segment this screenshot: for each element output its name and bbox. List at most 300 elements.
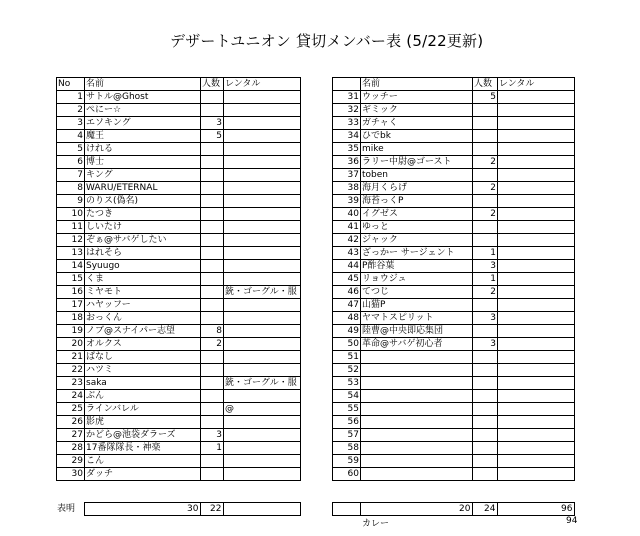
member-rental: [224, 416, 301, 429]
member-rental: [498, 416, 575, 429]
table-row: [57, 442, 575, 455]
page-title: デザートユニオン 貸切メンバー表 (5/22更新): [170, 32, 484, 50]
member-no: 2: [57, 104, 85, 117]
summary-grand-total: 96: [497, 503, 574, 516]
member-rental: [224, 429, 301, 442]
member-rental: [498, 182, 575, 195]
member-name: ゆっと: [361, 221, 473, 234]
member-count: [201, 403, 224, 416]
member-rental: [498, 286, 575, 299]
member-count: [201, 156, 224, 169]
member-no: 11: [57, 221, 85, 234]
member-name: 海苔っくP: [361, 195, 473, 208]
member-name: ひでbk: [361, 130, 473, 143]
spacer-cell: [301, 78, 333, 91]
member-name: 陸曹@中央即応集団: [361, 325, 473, 338]
member-name: キング: [85, 169, 201, 182]
summary-right-total: 20: [360, 503, 472, 516]
member-count: [201, 273, 224, 286]
member-name: のりス(偽名): [85, 195, 201, 208]
member-count: [473, 325, 498, 338]
table-row: [57, 156, 575, 169]
member-rental: [224, 442, 301, 455]
table-row: [57, 338, 575, 351]
member-no: 33: [333, 117, 361, 130]
table-row: [57, 208, 575, 221]
header-name: 名前: [85, 78, 201, 91]
member-rental: [224, 117, 301, 130]
member-rental: [498, 455, 575, 468]
member-count: 3: [473, 260, 498, 273]
member-name: Syuugo: [85, 260, 201, 273]
spacer-cell: [301, 260, 333, 273]
table-row: [57, 377, 575, 390]
member-rental: [224, 312, 301, 325]
table-row: [57, 169, 575, 182]
member-count: [473, 221, 498, 234]
member-name: [361, 468, 473, 481]
member-count: [201, 286, 224, 299]
member-count: 3: [201, 117, 224, 130]
spacer-cell: [301, 403, 333, 416]
member-name: ウッチー: [361, 91, 473, 104]
member-name: ラリー中尉@ゴースト: [361, 156, 473, 169]
table-row: [57, 403, 575, 416]
member-rental: [498, 130, 575, 143]
spacer-cell: [301, 286, 333, 299]
member-no: 52: [333, 364, 361, 377]
member-name: たつき: [85, 208, 201, 221]
member-rental: [498, 247, 575, 260]
member-rental: 銃・ゴーグル・服: [224, 377, 301, 390]
member-count: [201, 377, 224, 390]
member-name: [361, 403, 473, 416]
member-rental: [498, 195, 575, 208]
member-no: 5: [57, 143, 85, 156]
table-row: [57, 182, 575, 195]
table-row: [57, 117, 575, 130]
member-no: 3: [57, 117, 85, 130]
member-no: 42: [333, 234, 361, 247]
member-rental: [498, 403, 575, 416]
member-rental: [498, 364, 575, 377]
spacer-cell: [301, 312, 333, 325]
member-no: 49: [333, 325, 361, 338]
header-count-2: 人数: [473, 78, 498, 91]
member-name: 影虎: [85, 416, 201, 429]
spacer-cell: [301, 468, 333, 481]
member-count: [201, 351, 224, 364]
member-count: [201, 299, 224, 312]
member-no: 48: [333, 312, 361, 325]
spacer-cell: [301, 234, 333, 247]
member-rental: [498, 377, 575, 390]
member-no: 51: [333, 351, 361, 364]
member-rental: [224, 221, 301, 234]
member-count: 2: [473, 286, 498, 299]
summary-left-total: 30: [84, 503, 200, 516]
member-rental: [498, 429, 575, 442]
member-no: 35: [333, 143, 361, 156]
member-no: 15: [57, 273, 85, 286]
member-count: [473, 403, 498, 416]
member-name: ぺにー☆: [85, 104, 201, 117]
member-no: 26: [57, 416, 85, 429]
member-name: [361, 390, 473, 403]
member-no: 13: [57, 247, 85, 260]
member-name: [361, 455, 473, 468]
member-count: [201, 143, 224, 156]
spacer-cell: [301, 338, 333, 351]
member-rental: [224, 325, 301, 338]
member-count: [201, 312, 224, 325]
header-no-2: [333, 78, 361, 91]
member-count: 2: [201, 338, 224, 351]
spacer-cell: [301, 299, 333, 312]
member-rental: [498, 299, 575, 312]
spacer-cell: [301, 416, 333, 429]
member-no: 8: [57, 182, 85, 195]
member-count: [201, 221, 224, 234]
member-rental: [224, 299, 301, 312]
member-no: 22: [57, 364, 85, 377]
member-no: 24: [57, 390, 85, 403]
spacer-cell: [301, 156, 333, 169]
member-rental: [224, 234, 301, 247]
spacer-cell: [301, 117, 333, 130]
member-name: [361, 416, 473, 429]
member-name: オルクス: [85, 338, 201, 351]
table-row: [57, 91, 575, 104]
member-rental: [224, 104, 301, 117]
header-row: [57, 78, 575, 91]
table-row: [57, 260, 575, 273]
member-name: ノブ@スナイパー志望: [85, 325, 201, 338]
summary-row: [56, 502, 575, 516]
member-name: ダッチ: [85, 468, 201, 481]
member-rental: [498, 273, 575, 286]
spacer-cell: [301, 377, 333, 390]
member-count: [201, 260, 224, 273]
member-count: [201, 390, 224, 403]
member-no: 20: [57, 338, 85, 351]
table-row: [57, 234, 575, 247]
member-count: [201, 104, 224, 117]
member-rental: [224, 338, 301, 351]
member-name: こん: [85, 455, 201, 468]
member-rental: [498, 156, 575, 169]
member-name: toben: [361, 169, 473, 182]
member-rental: [498, 390, 575, 403]
member-rental: [224, 156, 301, 169]
member-no: 10: [57, 208, 85, 221]
member-no: 21: [57, 351, 85, 364]
member-name: かどら@池袋ダラーズ: [85, 429, 201, 442]
member-no: 56: [333, 416, 361, 429]
member-name: しいたけ: [85, 221, 201, 234]
member-name: ラインバレル: [85, 403, 201, 416]
member-count: [473, 169, 498, 182]
member-no: 18: [57, 312, 85, 325]
table-row: [57, 390, 575, 403]
member-count: [201, 169, 224, 182]
member-count: [473, 442, 498, 455]
member-rental: [498, 208, 575, 221]
member-rental: [498, 221, 575, 234]
member-count: [473, 468, 498, 481]
spacer-cell: [301, 442, 333, 455]
member-no: 9: [57, 195, 85, 208]
member-table: [56, 77, 575, 481]
member-no: 31: [333, 91, 361, 104]
table-row: [57, 299, 575, 312]
member-count: [201, 364, 224, 377]
member-rental: [224, 260, 301, 273]
member-count: 5: [473, 91, 498, 104]
member-count: [473, 416, 498, 429]
member-name: ぱなし: [85, 351, 201, 364]
summary-right-count: 24: [472, 503, 497, 516]
member-rental: [224, 247, 301, 260]
member-count: 1: [473, 247, 498, 260]
member-no: 16: [57, 286, 85, 299]
summary-left-count: 22: [200, 503, 223, 516]
table-row: [57, 221, 575, 234]
member-rental: [224, 390, 301, 403]
member-count: [473, 195, 498, 208]
member-count: 3: [473, 338, 498, 351]
member-rental: [498, 234, 575, 247]
member-no: 53: [333, 377, 361, 390]
member-rental: [224, 130, 301, 143]
member-rental: [224, 91, 301, 104]
table-row: [57, 273, 575, 286]
table-row: [57, 195, 575, 208]
member-no: 7: [57, 169, 85, 182]
member-count: [473, 429, 498, 442]
member-count: [473, 299, 498, 312]
spacer-cell: [301, 169, 333, 182]
member-no: 40: [333, 208, 361, 221]
member-name: リョウジュ: [361, 273, 473, 286]
member-rental: [498, 338, 575, 351]
member-no: 39: [333, 195, 361, 208]
member-name: 17番隊隊長・神楽: [85, 442, 201, 455]
member-count: 3: [201, 429, 224, 442]
member-no: 59: [333, 455, 361, 468]
member-no: 38: [333, 182, 361, 195]
member-name: ジャック: [361, 234, 473, 247]
member-name: ガチャく: [361, 117, 473, 130]
member-name: サトル@Ghost: [85, 91, 201, 104]
spacer-cell: [301, 130, 333, 143]
member-no: 36: [333, 156, 361, 169]
table-row: [57, 455, 575, 468]
member-no: 43: [333, 247, 361, 260]
member-no: 17: [57, 299, 85, 312]
member-name: ヤマトスピリット: [361, 312, 473, 325]
member-count: 5: [201, 130, 224, 143]
member-count: [473, 130, 498, 143]
table-row: [57, 130, 575, 143]
member-no: 57: [333, 429, 361, 442]
header-rental: レンタル: [224, 78, 301, 91]
member-rental: [498, 91, 575, 104]
table-row: [57, 104, 575, 117]
curry-value: 94: [566, 516, 578, 526]
member-no: 25: [57, 403, 85, 416]
member-count: 8: [201, 325, 224, 338]
member-rental: @: [224, 403, 301, 416]
header-name-2: 名前: [361, 78, 473, 91]
spacer-cell: [301, 390, 333, 403]
member-rental: [498, 442, 575, 455]
member-no: 34: [333, 130, 361, 143]
member-name: イグゼス: [361, 208, 473, 221]
member-name: saka: [85, 377, 201, 390]
member-name: ミヤモト: [85, 286, 201, 299]
spacer-cell: [301, 91, 333, 104]
member-name: 博士: [85, 156, 201, 169]
member-name: てつじ: [361, 286, 473, 299]
member-rental: [224, 169, 301, 182]
member-name: [361, 351, 473, 364]
member-no: 37: [333, 169, 361, 182]
spacer-cell: [301, 325, 333, 338]
member-name: [361, 442, 473, 455]
member-no: 14: [57, 260, 85, 273]
member-count: [201, 234, 224, 247]
member-count: [473, 143, 498, 156]
member-count: [201, 455, 224, 468]
member-count: [473, 234, 498, 247]
spacer-cell: [301, 455, 333, 468]
member-count: [473, 364, 498, 377]
spacer-cell: [301, 182, 333, 195]
member-name: ギミック: [361, 104, 473, 117]
spacer-cell: [301, 208, 333, 221]
member-name: 山猫P: [361, 299, 473, 312]
table-row: [57, 143, 575, 156]
member-no: 54: [333, 390, 361, 403]
member-name: [361, 364, 473, 377]
member-no: 46: [333, 286, 361, 299]
member-count: 1: [473, 273, 498, 286]
member-no: 58: [333, 442, 361, 455]
spacer-cell: [301, 195, 333, 208]
member-count: [473, 351, 498, 364]
member-name: 魔王: [85, 130, 201, 143]
member-count: [201, 208, 224, 221]
member-count: [201, 91, 224, 104]
header-no: No: [57, 78, 85, 91]
member-no: 19: [57, 325, 85, 338]
member-name: P酢谷葉: [361, 260, 473, 273]
member-rental: [224, 273, 301, 286]
member-rental: [498, 468, 575, 481]
member-name: おっくん: [85, 312, 201, 325]
table-row: [57, 325, 575, 338]
spacer-cell: [301, 104, 333, 117]
member-no: 55: [333, 403, 361, 416]
member-count: [201, 416, 224, 429]
member-no: 30: [57, 468, 85, 481]
member-no: 60: [333, 468, 361, 481]
member-name: [361, 377, 473, 390]
member-rental: [224, 351, 301, 364]
member-rental: [498, 351, 575, 364]
member-name: ハヤッフー: [85, 299, 201, 312]
summary-label: 表明: [57, 503, 76, 514]
member-count: 1: [201, 442, 224, 455]
table-row: [57, 351, 575, 364]
member-name: はれそら: [85, 247, 201, 260]
member-no: 1: [57, 91, 85, 104]
table-row: [57, 416, 575, 429]
member-count: 2: [473, 156, 498, 169]
member-count: 3: [473, 312, 498, 325]
member-name: くま: [85, 273, 201, 286]
member-no: 6: [57, 156, 85, 169]
member-name: WARU/ETERNAL: [85, 182, 201, 195]
member-count: [201, 182, 224, 195]
header-count: 人数: [201, 78, 224, 91]
member-rental: [224, 182, 301, 195]
member-count: [201, 247, 224, 260]
member-count: [473, 117, 498, 130]
member-rental: [498, 260, 575, 273]
table-row: [57, 364, 575, 377]
table-row: [57, 468, 575, 481]
spacer-cell: [301, 143, 333, 156]
member-name: ぶん: [85, 390, 201, 403]
member-rental: [224, 208, 301, 221]
table-row: [57, 429, 575, 442]
member-count: 2: [473, 208, 498, 221]
member-rental: [498, 117, 575, 130]
spacer-cell: [301, 247, 333, 260]
member-rental: [224, 195, 301, 208]
member-rental: [498, 169, 575, 182]
member-no: 4: [57, 130, 85, 143]
member-rental: [224, 468, 301, 481]
member-count: 2: [473, 182, 498, 195]
member-name: ぞぁ@サバゲしたい: [85, 234, 201, 247]
member-no: 41: [333, 221, 361, 234]
member-rental: [224, 364, 301, 377]
member-count: [201, 195, 224, 208]
member-rental: [498, 143, 575, 156]
member-count: [201, 468, 224, 481]
member-no: 44: [333, 260, 361, 273]
member-no: 47: [333, 299, 361, 312]
member-no: 32: [333, 104, 361, 117]
member-rental: 銃・ゴーグル・服: [224, 286, 301, 299]
table-row: [57, 286, 575, 299]
spacer-cell: [301, 221, 333, 234]
member-name: エソキング: [85, 117, 201, 130]
member-name: 革命@サバゲ初心者: [361, 338, 473, 351]
member-no: 12: [57, 234, 85, 247]
member-name: 海月くらげ: [361, 182, 473, 195]
header-rental-2: レンタル: [498, 78, 575, 91]
member-name: けれる: [85, 143, 201, 156]
spacer-cell: [301, 364, 333, 377]
member-name: ざっかー サージェント: [361, 247, 473, 260]
member-count: [473, 377, 498, 390]
member-name: mike: [361, 143, 473, 156]
member-no: 27: [57, 429, 85, 442]
